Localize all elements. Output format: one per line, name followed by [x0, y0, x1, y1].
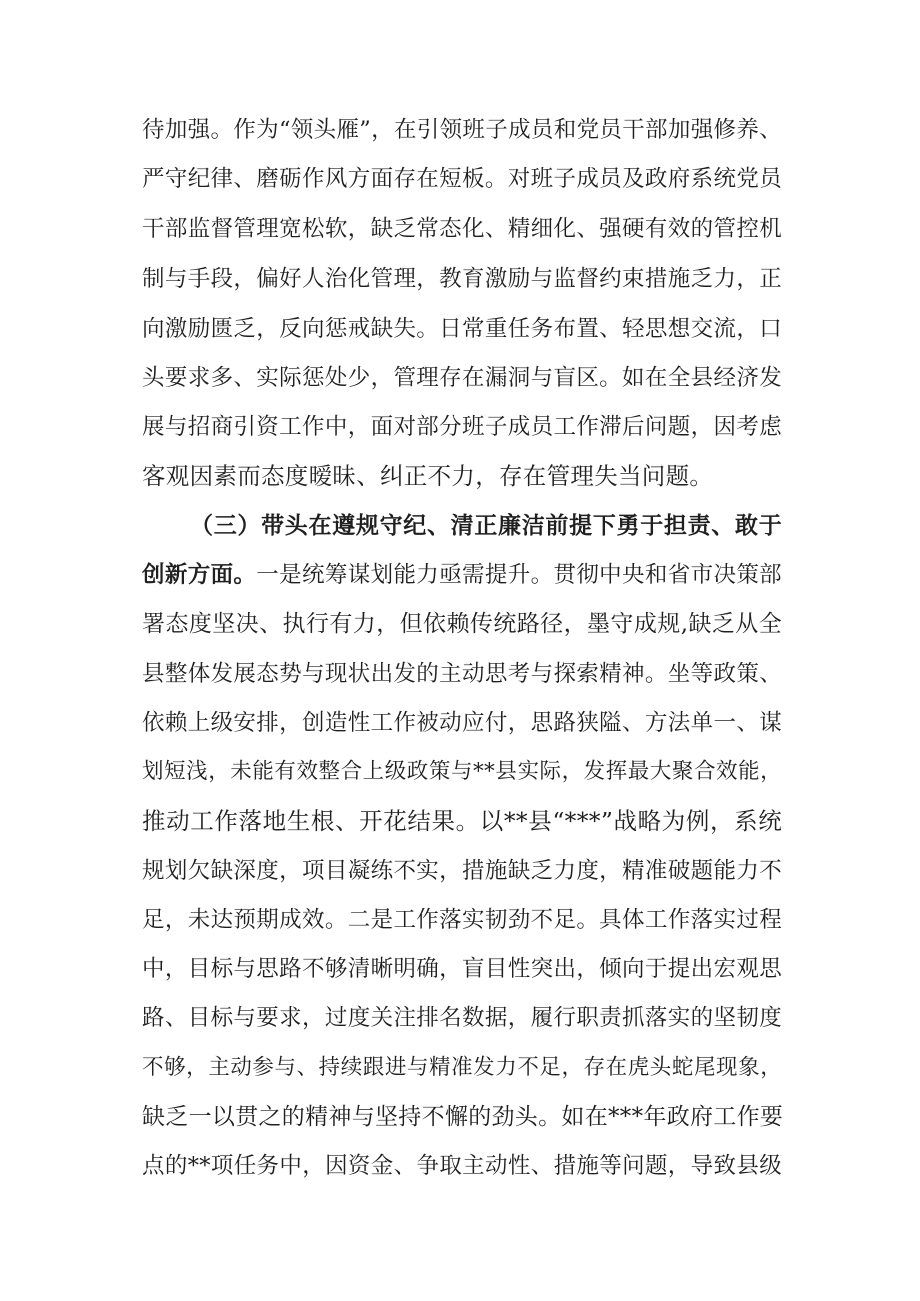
text-line: [142, 1097, 782, 1137]
line-text: 向激励匮乏，反向惩戒缺失。日常重任务布置、轻思想交流，口: [142, 316, 782, 342]
text-line: [142, 801, 782, 841]
line-text: 客观因素而态度暧昧、纠正不力，存在管理失当问题。: [142, 462, 714, 490]
section-heading-line: [190, 506, 782, 546]
line-text: 严守纪律、磨砺作风方面存在短板。对班子成员及政府系统党员: [142, 166, 782, 192]
section-heading: （三）带头在遵规守纪、清正廉洁前提下勇于担责、敢于: [190, 512, 782, 539]
line-text: 中，目标与思路不够清晰明确，盲目性突出，倾向于提出宏观思: [142, 956, 782, 982]
line-text: 县整体发展态势与现状出发的主动思考与探索精神。坐等政策、: [142, 661, 782, 687]
line-text: 干部监督管理宽松软，缺乏常态化、精细化、强硬有效的管控机: [142, 216, 782, 242]
text-line: [142, 1048, 782, 1088]
line-text: 待加强。作为“领头雁”，在引领班子成员和党员干部加强修养、: [142, 117, 782, 143]
line-text: 依赖上级安排，创造性工作被动应付，思路狭隘、方法单一、谋: [142, 710, 782, 736]
text-line: [142, 555, 782, 595]
line-text: 一是统筹谋划能力亟需提升。贯彻中央和省市决策部: [256, 562, 782, 588]
line-text: 制与手段，偏好人治化管理，教育激励与监督约束措施乏力，正: [142, 266, 782, 292]
text-line: [142, 604, 782, 644]
line-text: 足，未达预期成效。二是工作落实韧劲不足。具体工作落实过程: [142, 907, 782, 933]
line-text: 不够，主动参与、持续跟进与精准发力不足，存在虎头蛇尾现象，: [142, 1055, 782, 1080]
line-text: 推动工作落地生根、开花结果。以**县“***”战略为例，系统: [142, 807, 782, 835]
line-text: 点的**项任务中，因资金、争取主动性、措施等问题，导致县级: [142, 1153, 782, 1179]
text-line: [142, 110, 782, 150]
line-text: 划短浅，未能有效整合上级政策与**县实际，发挥最大聚合效能，: [142, 759, 782, 784]
text-line: [142, 358, 782, 398]
text-line: [142, 949, 782, 989]
text-line: [142, 654, 782, 694]
text-line: [142, 407, 782, 447]
line-text: 署态度坚决、执行有力，但依赖传统路径，墨守成规,缺乏从全: [142, 611, 782, 637]
text-line: [142, 900, 782, 940]
line-text: 展与招商引资工作中，面对部分班子成员工作滞后问题，因考虑: [142, 414, 782, 440]
line-text: 头要求多、实际惩处少，管理存在漏洞与盲区。如在全县经济发: [142, 365, 782, 391]
text-line: [142, 159, 782, 199]
text-line: [142, 259, 782, 299]
text-line: [142, 851, 782, 891]
line-text: 路、目标与要求，过度关注排名数据，履行职责抓落实的坚韧度: [142, 1005, 782, 1031]
text-line: [142, 209, 782, 249]
text-line: [142, 456, 782, 496]
text-line: [142, 1146, 782, 1186]
text-line: [142, 703, 782, 743]
section-heading-end: 创新方面。: [142, 562, 257, 588]
text-line: [142, 998, 782, 1038]
text-line: [142, 309, 782, 349]
text-line: [142, 752, 782, 792]
line-text: 缺乏一以贯之的精神与坚持不懈的劲头。如在***年政府工作要: [142, 1104, 784, 1130]
line-text: 规划欠缺深度，项目凝练不实，措施缺乏力度，精准破题能力不: [142, 858, 782, 884]
